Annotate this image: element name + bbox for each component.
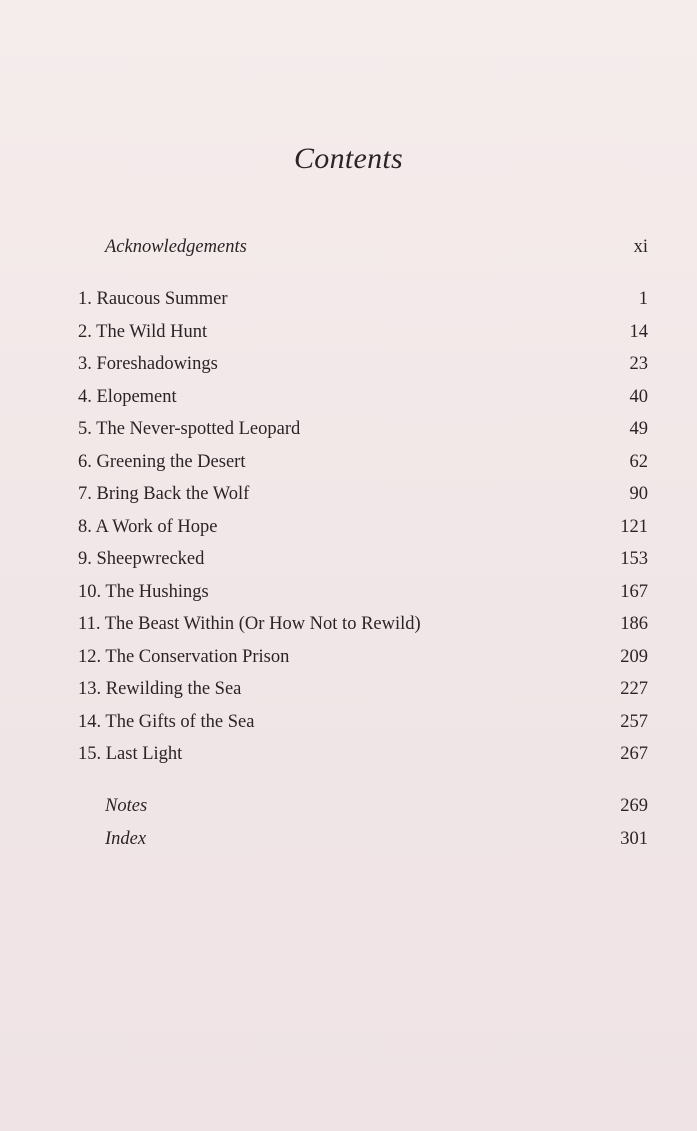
toc-entry-page: 14 (629, 322, 648, 342)
toc-entry-page: xi (633, 237, 648, 257)
toc-entry-chapter-11 (78, 610, 648, 638)
toc-entry-page: 1 (638, 289, 648, 309)
toc-entry-page: 62 (629, 452, 648, 472)
toc-entry-page: 90 (629, 484, 648, 504)
toc-entry-page: 227 (620, 679, 648, 699)
toc-entry-chapter-7 (78, 480, 648, 508)
toc-entry-label: 15. Last Light (78, 744, 183, 764)
toc-entry-label: 12. The Conservation Prison (78, 647, 290, 667)
toc-entry-chapter-5 (78, 415, 648, 443)
toc-entry-page: 153 (620, 549, 648, 569)
toc-entry-notes (105, 792, 648, 820)
toc-entry-page: 167 (620, 582, 648, 602)
toc-entry-label: 9. Sheepwrecked (78, 549, 205, 569)
toc-entry-label: 6. Greening the Desert (78, 452, 246, 472)
toc-entry-chapter-9 (78, 545, 648, 573)
toc-entry-page: 186 (620, 614, 648, 634)
toc-entry-page: 267 (620, 744, 648, 764)
toc-entry-label: 14. The Gifts of the Sea (78, 712, 255, 732)
toc-entry-label: 3. Foreshadowings (78, 354, 218, 374)
toc-entry-acknowledgements (105, 233, 648, 261)
toc-entry-label: 4. Elopement (78, 387, 177, 407)
toc-entry-page: 257 (620, 712, 648, 732)
toc-entry-chapter-6 (78, 448, 648, 476)
toc-entry-chapter-13 (78, 675, 648, 703)
toc-entry-label: 1. Raucous Summer (78, 289, 228, 309)
toc-entry-page: 23 (629, 354, 648, 374)
toc-entry-page: 40 (629, 387, 648, 407)
toc-entry-chapter-3 (78, 350, 648, 378)
toc-entry-label: 2. The Wild Hunt (78, 322, 208, 342)
toc-entry-label: Notes (105, 796, 148, 816)
toc-entry-page: 269 (620, 796, 648, 816)
toc-entry-label: 11. The Beast Within (Or How Not to Rewild) (78, 614, 421, 634)
toc-entry-label: 8. A Work of Hope (78, 517, 218, 537)
toc-entry-chapter-4 (78, 383, 648, 411)
toc-entry-page: 209 (620, 647, 648, 667)
toc-entry-chapter-14 (78, 708, 648, 736)
toc-entry-label: 13. Rewilding the Sea (78, 679, 242, 699)
toc-entry-page: 49 (629, 419, 648, 439)
toc-entry-chapter-12 (78, 643, 648, 671)
page-title: Contents (293, 142, 404, 175)
toc-entry-page: 121 (620, 517, 648, 537)
toc-entry-label: Acknowledgements (105, 237, 247, 257)
toc-entry-chapter-15 (78, 740, 648, 768)
toc-entry-chapter-2 (78, 318, 648, 346)
toc-entry-label: Index (105, 829, 147, 849)
toc-entry-page: 301 (620, 829, 648, 849)
toc-entry-chapter-1 (78, 285, 648, 313)
toc-entry-index (105, 825, 648, 853)
toc-entry-label: 10. The Hushings (78, 582, 209, 602)
toc-entry-label: 5. The Never-spotted Leopard (78, 419, 301, 439)
toc-entry-label: 7. Bring Back the Wolf (78, 484, 250, 504)
toc-entry-chapter-10 (78, 578, 648, 606)
toc-entry-chapter-8 (78, 513, 648, 541)
